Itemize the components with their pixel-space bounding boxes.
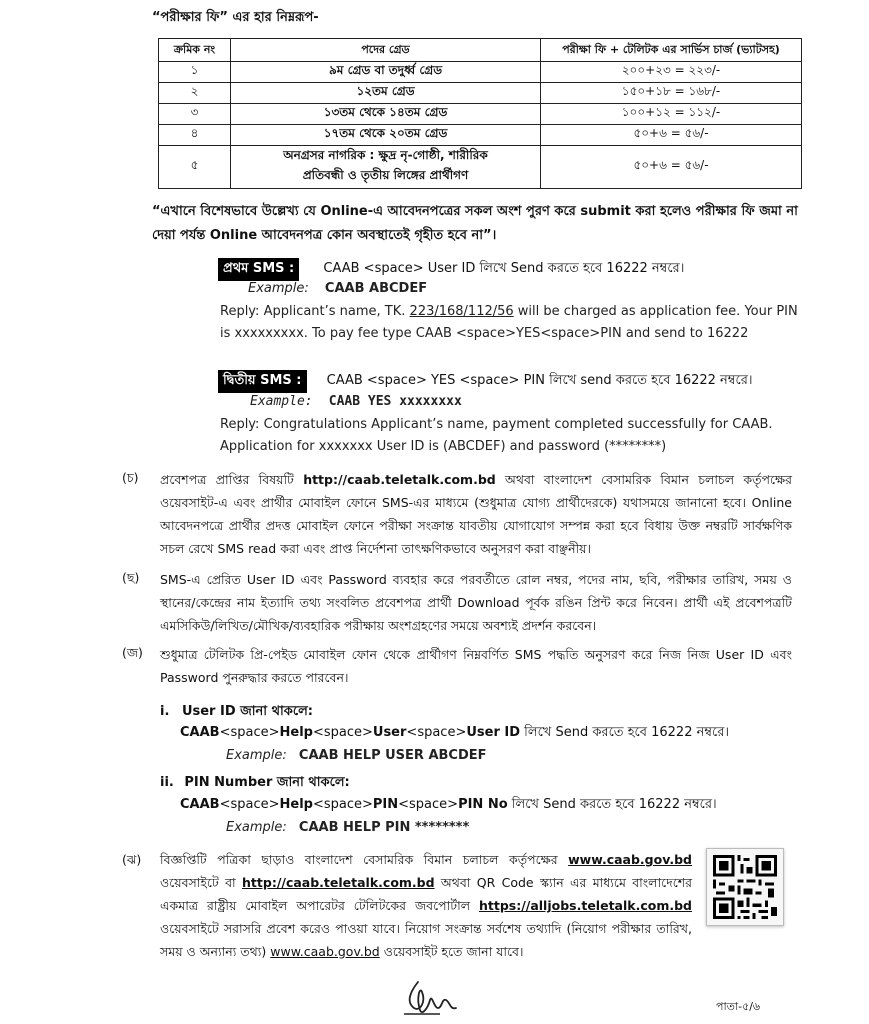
- item-marker: (ঝ): [122, 852, 142, 867]
- fee-table: [158, 38, 802, 189]
- row-grade: ৯ম গ্রেড বা তদুর্ধ্ব গ্রেড: [231, 62, 541, 83]
- row-serial: ৪: [159, 125, 231, 146]
- cmd-part: User ID: [466, 725, 521, 740]
- table-row: [159, 104, 802, 125]
- cmd-part: CAAB: [180, 797, 220, 812]
- recovery-userid-heading: [160, 702, 313, 723]
- sms1-instruction: CAAB <space> User ID লিখে Send করতে হবে 16222 নম্বরে।: [323, 261, 685, 276]
- row-fee: ১০০+১২ = ১১২/-: [541, 104, 802, 125]
- para-text: বিজ্ঞপ্তিটি পত্রিকা ছাড়াও বাংলাদেশ বেসামরিক বিমান চলাচল কর্তৃপক্ষের: [160, 852, 569, 867]
- cmd-space: <space>: [406, 725, 467, 740]
- recovery-paragraph: শুধুমাত্র টেলিটক প্রি-পেইড মোবাইল ফোন থেকে প্রার্থীগণ নিম্নবর্ণিত SMS পদ্ধতি অনুসরণ করে নিজ নিজ User ID এবং Password পুনরুদ্ধার করতে পারবেন।: [160, 647, 792, 685]
- row-fee: ৫০+৬ = ৫৬/-: [541, 125, 802, 146]
- signature: [400, 978, 462, 1022]
- recovery-userid-command: [180, 723, 729, 744]
- cmd-part: CAAB: [180, 725, 220, 740]
- row-fee: ১৫০+১৮ = ১৬৮/-: [541, 83, 802, 104]
- example-value: CAAB YES xxxxxxxx: [328, 394, 462, 409]
- row-serial: ৫: [159, 146, 231, 189]
- cmd-part: PIN No: [458, 797, 508, 812]
- cmd-space: <space>: [312, 725, 373, 740]
- sms1-reply: [220, 301, 800, 345]
- example-value: CAAB HELP PIN ********: [298, 820, 470, 835]
- sub-heading: PIN Number জানা থাকলে:: [184, 775, 350, 790]
- header-fee: পরীক্ষা ফি + টেলিটক এর সার্ভিস চার্জ (ভ্যাটসহ): [541, 39, 802, 62]
- admit-card-paragraph: [160, 468, 792, 560]
- example-value: CAAB HELP USER ABCDEF: [298, 748, 487, 763]
- reply-fee-amounts: 223/168/112/56: [409, 304, 514, 319]
- recovery-pin-command: [180, 795, 717, 816]
- cmd-part: Help: [279, 797, 313, 812]
- download-paragraph: SMS-এ প্রেরিত User ID এবং Password ব্যবহার করে পরবর্তীতে রোল নম্বর, পদের নাম, ছবি, পরীক্ষার তারিখ, সময় ও স্থানের/কেন্দ্রের নাম ইত্যাদি তথ্য সংবলিত প্রবেশপত্র প্রার্থী Download পূর্বক রঙিন প্রিন্ট করে নিবেন। প্রার্থী এই প্রবেশপত্রটি এমসিকিউ/লিখিত/মৌখিক/ব্যবহারিক পরীক্ষায় অংশগ্রহণের সময়ে অবশ্যই প্রদর্শন করবেন।: [160, 572, 792, 633]
- recovery-pin-heading: [160, 773, 350, 794]
- sms1-line: [218, 258, 684, 281]
- sms2-line: [218, 370, 753, 393]
- row-grade: ১৩তম থেকে ১৪তম গ্রেড: [231, 104, 541, 125]
- row-serial: ১: [159, 62, 231, 83]
- item-marker: (চ): [122, 470, 139, 485]
- fee-table-header: [159, 39, 802, 62]
- cmd-tail: লিখে Send করতে হবে 16222 নম্বরে।: [507, 797, 717, 812]
- cmd-space: <space>: [398, 797, 459, 812]
- para-text: প্রবেশপত্র প্রাপ্তির বিষয়টি: [160, 472, 304, 487]
- alljobs-link[interactable]: https://alljobs.teletalk.com.bd: [478, 898, 692, 913]
- header-serial: ক্রমিক নং: [159, 39, 231, 62]
- table-row: [159, 83, 802, 104]
- table-row: [159, 62, 802, 83]
- sms2-badge: দ্বিতীয় SMS :: [218, 370, 307, 393]
- teletalk-link[interactable]: http://caab.teletalk.com.bd: [303, 472, 496, 487]
- para-text: ওয়েবসাইটে সরাসরি প্রবেশ করেও পাওয়া যাবে। নিয়োগ সংক্রান্ত সর্বশেষ তথ্যাদি (নিয়োগ পরীক্ষার তারিখ, সময় ও অন্যান্য তথ্য): [160, 921, 692, 959]
- item-marker: (ছ): [122, 570, 140, 585]
- sub-label: ii.: [160, 775, 174, 790]
- cmd-space: <space>: [219, 797, 280, 812]
- caab-website-link[interactable]: www.caab.gov.bd: [568, 852, 692, 867]
- row-fee: ২০০+২৩ = ২২৩/-: [541, 62, 802, 83]
- recovery-pin-example: [226, 820, 469, 835]
- qr-code: [706, 848, 784, 926]
- cmd-space: <space>: [219, 725, 280, 740]
- cmd-part: PIN: [372, 797, 399, 812]
- item-marker: (জ): [122, 645, 143, 660]
- row-serial: ২: [159, 83, 231, 104]
- header-grade: পদের গ্রেড: [231, 39, 541, 62]
- table-row: [159, 125, 802, 146]
- row-grade: ১২তম গ্রেড: [231, 83, 541, 104]
- recovery-userid-example: [226, 748, 487, 763]
- cmd-part: Help: [279, 725, 313, 740]
- teletalk-link[interactable]: http://caab.teletalk.com.bd: [242, 875, 435, 890]
- row-grade: ১৭তম থেকে ২০তম গ্রেড: [231, 125, 541, 146]
- caab-website-link[interactable]: www.caab.gov.bd: [270, 944, 380, 959]
- para-text: ওয়েবসাইটে বা: [160, 875, 243, 890]
- cmd-space: <space>: [312, 797, 373, 812]
- website-paragraph: [160, 848, 692, 963]
- sms2-instruction: CAAB <space> YES <space> PIN লিখে send করতে হবে 16222 নম্বরে।: [326, 373, 753, 388]
- example-label: Example:: [226, 748, 287, 763]
- page-number: পাতা-৫/৬: [716, 1000, 761, 1013]
- row-fee: ৫০+৬ = ৫৬/-: [541, 146, 802, 189]
- fee-section-title: “পরীক্ষার ফি” এর হার নিম্নরূপ-: [152, 10, 319, 25]
- sub-heading: User ID জানা থাকলে:: [181, 704, 313, 719]
- sub-label: i.: [160, 704, 170, 719]
- fee-payment-note: “এখানে বিশেষভাবে উল্লেখ্য যে Online-এ আবেদনপত্রের সকল অংশ পুরণ করে submit করা হলেও পরীক্ষার ফি জমা না দেয়া পর্যন্ত Online আবেদনপত্র কোন অবস্থাতেই গৃহীত হবে না”।: [152, 204, 798, 243]
- sms1-badge: প্রথম SMS :: [218, 258, 299, 281]
- table-row: [159, 146, 802, 189]
- example-label: Example:: [226, 820, 287, 835]
- example-value: CAAB ABCDEF: [324, 281, 428, 296]
- example-label: Example:: [248, 281, 309, 296]
- sms2-example: [250, 394, 462, 409]
- sms2-reply: Reply: Congratulations Applicant’s name, payment completed successfully for CAAB. Application for xxxxxxx User ID is (ABCDEF) and password (********): [220, 417, 773, 454]
- sms1-example: [248, 281, 427, 296]
- para-text: ওয়েবসাইট হতে জানা যাবে।: [379, 944, 524, 959]
- para-text: অথবা বাংলাদেশ বেসামরিক বিমান চলাচল কর্তৃপক্ষের ওয়েবসাইট-এ এবং প্রার্থীর মোবাইল ফোনে SMS-এর মাধ্যমে (শুধুমাত্র যোগ্য প্রার্থীদেরকে) যথাসময়ে জানানো হবে। Online আবেদনপত্রে প্রার্থীর প্রদত্ত মোবাইল ফোনে পরীক্ষা সংক্রান্ত যাবতীয় যোগাযোগ সম্পন্ন করা হবে বিধায় উক্ত নম্বরটি সার্বক্ষণিক সচল রেখে SMS read করা এবং প্রাপ্ত নির্দেশনা তাৎক্ষণিকভাবে অনুসরণ করা বাঞ্ছনীয়।: [160, 472, 793, 556]
- row-serial: ৩: [159, 104, 231, 125]
- para-text: অথবা QR Code স্ক্যান এর মাধ্যমে বাংলাদেশের একমাত্র রাষ্ট্রীয় মোবাইল অপারেটর টেলিটকের জবপোর্টাল: [160, 875, 693, 913]
- reply-text-post: will be charged as application fee. Your PIN is xxxxxxxxx. To pay fee type CAAB <space>YES<space>PIN and send to 16222: [220, 304, 798, 341]
- cmd-tail: লিখে Send করতে হবে 16222 নম্বরে।: [520, 725, 730, 740]
- row-grade: অনগ্রসর নাগরিক : ক্ষুদ্র নৃ-গোষ্ঠী, শারীরিক প্রতিবন্ধী ও তৃতীয় লিঙ্গের প্রার্থীগণ: [231, 146, 541, 189]
- reply-text-pre: Reply: Applicant’s name, TK.: [220, 304, 410, 319]
- example-label: Example:: [250, 394, 313, 409]
- cmd-part: User: [372, 725, 407, 740]
